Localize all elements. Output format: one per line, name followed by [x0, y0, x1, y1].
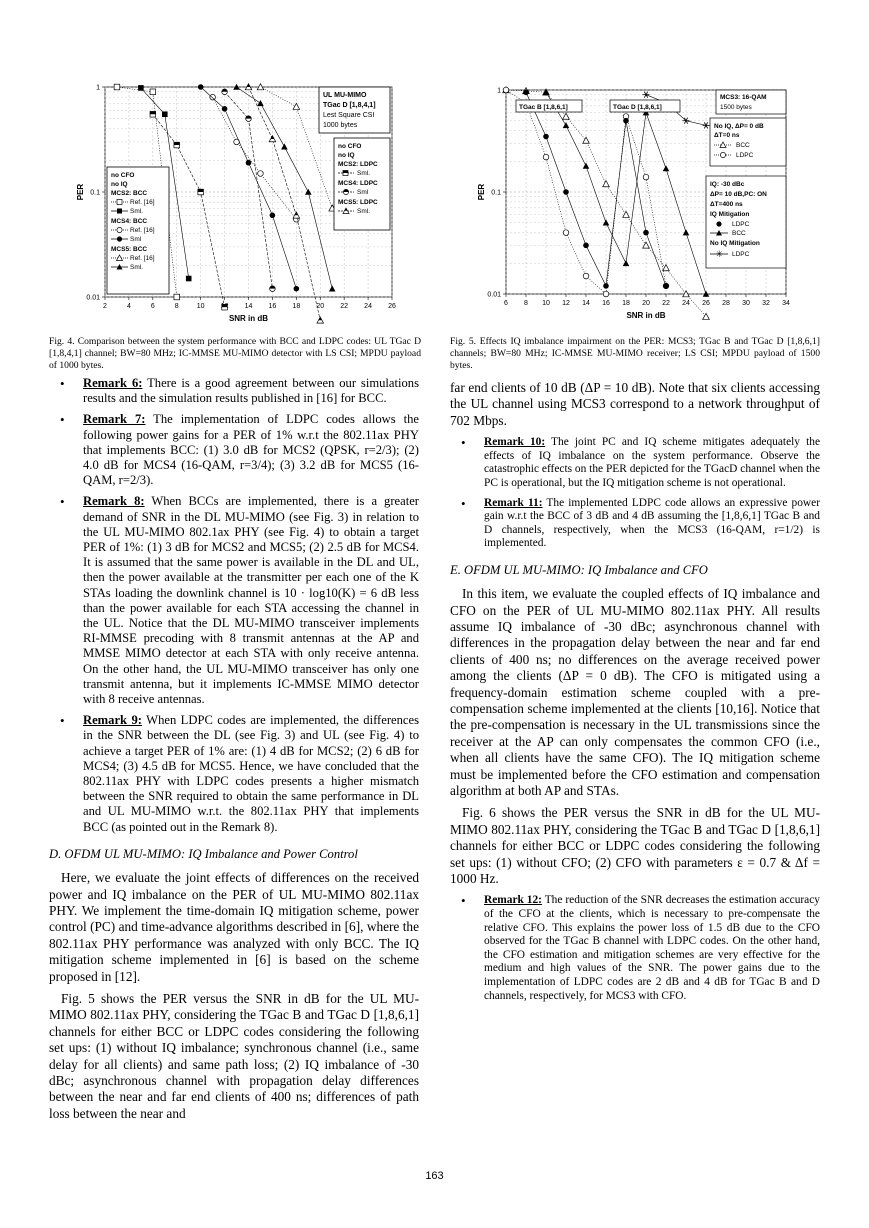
- fig5-iq-line-2: ΔP= 10 dB,PC: ON: [710, 191, 767, 198]
- x-tick-label: 8: [174, 303, 179, 310]
- fig4-bcc-line-8: Sml: [130, 236, 142, 243]
- data-point: [603, 291, 609, 297]
- data-point: [563, 230, 569, 236]
- data-point: [317, 317, 324, 323]
- fig4-ldpc-line-8: Sml.: [357, 208, 370, 215]
- data-point: [563, 189, 569, 195]
- fig5-info-box: [716, 90, 786, 114]
- right-continuation-paragraph: far end clients of 10 dB (ΔP = 10 dB). Note that six clients accessing the UL channel using MCS3 correspond to a network throughput of 702 Mbps.: [450, 380, 820, 428]
- remark-12-label: Remark 12:: [484, 894, 542, 907]
- x-tick-label: 10: [542, 300, 550, 307]
- fig5-iq-line-6: BCC: [732, 230, 746, 237]
- fig4-info-line-4: 1000 bytes: [323, 122, 358, 129]
- x-tick-label: 26: [702, 300, 710, 307]
- data-point: [663, 283, 669, 289]
- fig5-noiq-line-1: No IQ, ΔP= 0 dB: [714, 123, 764, 130]
- x-axis-label: SNR in dB: [228, 314, 269, 323]
- fig4-info-line-2: TGac D [1,8,4,1]: [323, 102, 376, 109]
- data-point: [603, 283, 609, 289]
- fig4-info-box: [319, 87, 390, 133]
- data-point: [222, 106, 228, 112]
- fig4-legend-ldpc: [334, 138, 390, 230]
- fig5-iq-line-8: LDPC: [732, 251, 750, 258]
- fig4-bcc-line-7: Ref. [16]: [130, 227, 155, 234]
- remark-9: [49, 713, 419, 835]
- fig4-ldpc-line-6: Sml: [357, 189, 369, 196]
- fig4-ldpc-line-7: MCS5: LDPC: [338, 199, 378, 206]
- data-point: [503, 87, 509, 93]
- fig5-tgac-d-label: TGac D [1,8,6,1]: [613, 104, 662, 111]
- x-tick-label: 10: [196, 303, 205, 310]
- x-tick-label: 6: [504, 300, 508, 307]
- figure-4-caption-text: Comparison between the system performance with BCC and LDPC codes: UL TGac D [1,8,4,1] channel; BW=80 MHz; IC-MMSE MU-MIMO detector with LS CSI; MPDU payload of 1000 bytes.: [49, 336, 421, 371]
- data-point: [643, 174, 649, 180]
- x-tick-label: 20: [642, 300, 650, 307]
- remark-10-label: Remark 10:: [484, 436, 546, 449]
- svg-text:✳: ✳: [715, 249, 724, 259]
- left-column: [49, 376, 419, 1128]
- data-point: [222, 304, 228, 310]
- data-point: [150, 111, 156, 117]
- remark-7-text: The implementation of LDPC codes allows the following power gains for a PER of 1% w.r.t the 802.11ax PHY that implements BCC: (1) 3.0 dB for MCS2 (QPSK, r=2/3); (2) 4.0 dB for MCS4 (16-QAM, r=3/4); (3) 3.2 dB for MCS5 (16-QAM, r=2/3).: [83, 412, 419, 488]
- remark-6-text: There is a good agreement between our simulations results and the simulation results published in [16] for BCC.: [83, 376, 419, 406]
- x-tick-label: 8: [524, 300, 528, 307]
- section-d-paragraph-1: Here, we evaluate the joint effects of differences on the received power and IQ imbalance on the PER of UL MU-MIMO 802.11ax PHY. We implement the time-domain IQ mitigation scheme, power control (PC) and time-advance algorithms described in [6], where the 802.11ax PHY performance was analyzed with only BCC. The IQ mitigation scheme implemented in [6] is based on the scheme proposed in [12].: [49, 870, 419, 984]
- remark-11-label: Remark 11:: [484, 496, 543, 509]
- x-tick-label: 16: [602, 300, 610, 307]
- data-point: [643, 230, 649, 236]
- fig4-bcc-line-4: Ref. [16]: [130, 199, 155, 206]
- fig4-bcc-line-5: Sml.: [130, 208, 143, 215]
- fig5-label-d: [610, 100, 680, 112]
- x-tick-label: 18: [622, 300, 630, 307]
- x-tick-label: 26: [388, 303, 396, 310]
- x-tick-label: 18: [292, 303, 301, 310]
- data-point: [114, 84, 120, 90]
- data-point: [258, 171, 264, 177]
- fig4-ldpc-line-5: MCS4: LDPC: [338, 180, 378, 187]
- x-tick-label: 20: [316, 303, 325, 310]
- remark-11: [450, 497, 820, 551]
- x-tick-label: 22: [662, 300, 670, 307]
- data-point: [174, 142, 180, 148]
- x-tick-label: 22: [340, 303, 349, 310]
- data-point: [543, 154, 549, 160]
- fig4-bcc-line-2: no IQ: [111, 181, 128, 188]
- y-tick-label: 0.1: [491, 189, 501, 197]
- data-point: [210, 94, 216, 100]
- y-tick-label: 0.01: [487, 291, 501, 299]
- data-point: [246, 160, 252, 166]
- fig4-ldpc-line-2: no IQ: [338, 152, 355, 159]
- x-tick-label: 16: [268, 303, 277, 310]
- fig5-iq-line-7: No IQ Mitigation: [710, 240, 760, 247]
- figure-4-caption-label: Fig. 4.: [49, 336, 75, 347]
- data-point: [523, 89, 529, 95]
- fig4-legend-bcc: [107, 167, 169, 294]
- fig5-info-line-2: 1500 bytes: [720, 104, 752, 111]
- remarks-6-9-list: [49, 376, 419, 835]
- y-tick-label: 1: [497, 87, 501, 95]
- fig5-iq-line-1: IQ: -30 dBc: [710, 181, 745, 188]
- data-point: [150, 89, 156, 95]
- fig4-info-line-1: UL MU-MIMO: [323, 92, 367, 99]
- fig5-noiq-line-2: ΔT=0 ns: [714, 132, 740, 139]
- fig5-iq-line-3: ΔT=400 ns: [710, 201, 743, 208]
- y-tick-label: 1: [96, 84, 100, 92]
- fig5-legend-noiq: [710, 118, 786, 166]
- fig4-ldpc-line-1: no CFO: [338, 143, 362, 150]
- fig4-bcc-line-6: MCS4: BCC: [111, 218, 148, 225]
- remark-6: [49, 376, 419, 406]
- data-point: [270, 286, 276, 292]
- data-point: [583, 243, 589, 249]
- fig5-tgac-b-label: TGac B [1,8,6,1]: [519, 104, 568, 111]
- figure-5-chart: [470, 80, 800, 330]
- fig4-bcc-line-10: Ref. [16]: [130, 255, 155, 262]
- data-point: [222, 89, 228, 95]
- fig5-iq-line-5: LDPC: [732, 221, 750, 228]
- data-point: [198, 189, 204, 195]
- data-point: [138, 85, 144, 91]
- section-d-heading: D. OFDM UL MU-MIMO: IQ Imbalance and Power Control: [49, 846, 358, 861]
- x-tick-label: 24: [682, 300, 690, 307]
- figure-4-chart: [70, 75, 410, 335]
- remark-10-text: The joint PC and IQ scheme mitigates adequately the effects of IQ imbalance on the system performance. Observe the catastrophic effects on the PER depicted for the TGacD channel when the PC is operational, but the IQ mitigation scheme is not operational.: [484, 436, 821, 489]
- remark-10: [450, 436, 820, 490]
- remark-11-text: The implemented LDPC code allows an expressive power gain w.r.t the BCC of 3 dB and 4 dB assuming the [1,8,6,1] TGac B and D channels, respectively, when the MCS3 (16-QAM, r=1/2) is implemented.: [484, 496, 821, 550]
- remark-12-list: [450, 894, 820, 1003]
- page-number: 163: [425, 1170, 444, 1182]
- x-tick-label: 12: [562, 300, 570, 307]
- fig5-info-line-1: MCS3: 16-QAM: [720, 94, 767, 101]
- remark-7-label: Remark 7:: [83, 412, 146, 427]
- fig5-iq-line-4: IQ Mitigation: [710, 211, 750, 218]
- x-tick-label: 6: [150, 303, 155, 310]
- section-e-heading: E. OFDM UL MU-MIMO: IQ Imbalance and CFO: [450, 562, 708, 577]
- fig5-label-b: [516, 100, 582, 112]
- fig4-info-line-3: Lest Square CSI: [323, 112, 375, 119]
- x-tick-label: 24: [364, 303, 372, 310]
- x-tick-label: 34: [782, 300, 790, 307]
- fig5-noiq-line-3: BCC: [736, 142, 750, 149]
- remark-8: [49, 494, 419, 707]
- x-tick-label: 30: [742, 300, 750, 307]
- x-tick-label: 14: [244, 303, 253, 310]
- data-point: [198, 84, 204, 90]
- remark-7: [49, 412, 419, 488]
- remarks-10-11-list: [450, 436, 820, 551]
- data-point: [623, 118, 629, 124]
- x-axis-label: SNR in dB: [626, 311, 666, 320]
- data-point: [174, 294, 180, 300]
- section-d-paragraph-2: Fig. 5 shows the PER versus the SNR in dB for the UL MU-MIMO 802.11ax PHY, considering the TGac B and TGac D [1,8,6,1] channels for either BCC or LDPC codes considering the following set ups: (1) without IQ imbalance; synchronous channel (i.e., same delay for all clients) and same path loss; (2) IQ imbalance of -30 dBc; asynchronous channel with propagation delay differences between the near and far end clients of 400 ns; differences of path loss between the near and: [49, 990, 419, 1121]
- remark-9-label: Remark 9:: [83, 713, 142, 728]
- y-axis-label: PER: [477, 183, 486, 201]
- figure-5-caption-text: Effects IQ imbalance impairment on the PER: MCS3; TGac B and TGac D [1,8,6,1] channels; BW=80 MHz; IC-MMSE MU-MIMO receiver; LS CSI; MPDU payload of 1500 bytes.: [450, 336, 820, 371]
- data-point: [583, 273, 589, 279]
- y-tick-label: 0.01: [86, 294, 100, 302]
- y-axis-label: PER: [76, 183, 85, 201]
- x-tick-label: 2: [103, 303, 107, 310]
- fig4-bcc-line-9: MCS5: BCC: [111, 246, 148, 253]
- x-tick-label: 14: [582, 300, 590, 307]
- fig4-bcc-line-3: MCS2: BCC: [111, 190, 148, 197]
- fig5-noiq-line-4: LDPC: [736, 152, 754, 159]
- remark-9-text: When LDPC codes are implemented, the differences in the SNR between the DL (see Fig. 3) and UL (see Fig. 4) to achieve a target PER of 1% are: (1) 4 dB for MCS2; (2) 6 dB for MCS4; (3) 4.5 dB for MCS5. Hence, we have concluded that the 802.11ax PHY with LDPC codes presents a higher mismatch between the SNR required to obtain the same performance in DL and UL MU-MIMO w.r.t. the 802.11ax PHY that implements BCC (as pointed out in the Remark 8).: [83, 713, 419, 834]
- data-point: [703, 313, 710, 319]
- section-e-paragraph-1: In this item, we evaluate the coupled effects of IQ imbalance and CFO on the PER of UL MU-MIMO 802.11ax PHY. All results assume IQ imbalance of -30 dBc; asynchronous channel with differences in the propagation delay between the near and far end clients of 400 ns; no differences on the average received power among the clients (ΔP = 0 dB). The CFO is mitigated using a frequency-domain estimation scheme coupled with a pre-compensation scheme implemented at the clients [10,16]. Notice that the pre-compensation is necessary in the UL transmissions since the receiver at the AP can only compensates the common CFO (i.e., when all clients have the same CFO). The IQ mitigation scheme must be implemented before the CFO estimation and compensation algorithm at both AP and STAs.: [450, 586, 820, 799]
- remark-12: [450, 894, 820, 1003]
- right-column: [450, 380, 820, 1009]
- fig5-legend-iq: [706, 176, 786, 268]
- remark-8-label: Remark 8:: [83, 494, 145, 509]
- y-tick-label: 0.1: [90, 189, 100, 197]
- remark-12-text: The reduction of the SNR decreases the estimation accuracy of the CFO at the clients, which is necessary to pre-compensate the relative CFO. This explains the power loss of 1.5 dB due to the CFO observed for the TGac B channel with LDPC codes. On the other hand, the CFO estimation and mitigation schemes are very effective for the medium and high values of the SNR. The power gains due to the implementation of LDPC codes are 2 dB and 4 dB for TGac B and D channels, respectively, for MCS3 with CFO.: [484, 894, 820, 1002]
- fig4-ldpc-line-3: MCS2: LDPC: [338, 161, 378, 168]
- x-tick-label: 28: [722, 300, 730, 307]
- section-e-paragraph-2: Fig. 6 shows the PER versus the SNR in dB for the UL MU-MIMO 802.11ax PHY, considering the TGac B and TGac D [1,8,6,1] channels for either BCC or LDPC codes considering the following set ups: (1) without CFO; (2) CFO with parameters ε = 0.7 & Δf = 1000 Hz.: [450, 805, 820, 887]
- data-point: [162, 111, 168, 117]
- fig4-ldpc-line-4: Sml.: [357, 170, 370, 177]
- figure-4-caption: [49, 336, 421, 372]
- x-tick-label: 4: [126, 303, 131, 310]
- fig4-bcc-line-11: Sml.: [130, 264, 143, 271]
- remark-6-label: Remark 6:: [83, 376, 143, 390]
- data-point: [543, 134, 549, 140]
- fig4-bcc-line-1: no CFO: [111, 172, 135, 179]
- data-point: [270, 212, 276, 218]
- figure-5-caption-label: Fig. 5.: [450, 336, 477, 347]
- data-point: [186, 276, 192, 282]
- x-tick-label: 32: [762, 300, 770, 307]
- data-point: [294, 286, 300, 292]
- figure-5-caption: [450, 336, 820, 372]
- data-point: [246, 116, 252, 122]
- remark-8-text: When BCCs are implemented, there is a greater demand of SNR in the DL MU-MIMO (see Fig. 3) in relation to the UL MU-MIMO 802.1ax PHY (see Fig. 4) to obtain a target PER of 1%: (1) 3 dB for MCS2 and MCS5; (2) 2.5 dB for MCS4. It is assumed that the same power is available in the DL and UL, then the power available at the transmitter per each one of the K STAs loading the downlink channel is 10 · log10(K) = 6 dB less than the power available for each STA accessing the channel in the UL. Notice that the DL MU-MIMO transceiver implements RI-MMSE precoding with 8 transmit antennas at the AP and MMSE MIMO detector at each STA with only receive antenna. On the other hand, the UL MU-MIMO transceiver has only one transmit antenna, but it implements IC-MMSE MIMO detector with 8 receive antennas.: [83, 494, 419, 707]
